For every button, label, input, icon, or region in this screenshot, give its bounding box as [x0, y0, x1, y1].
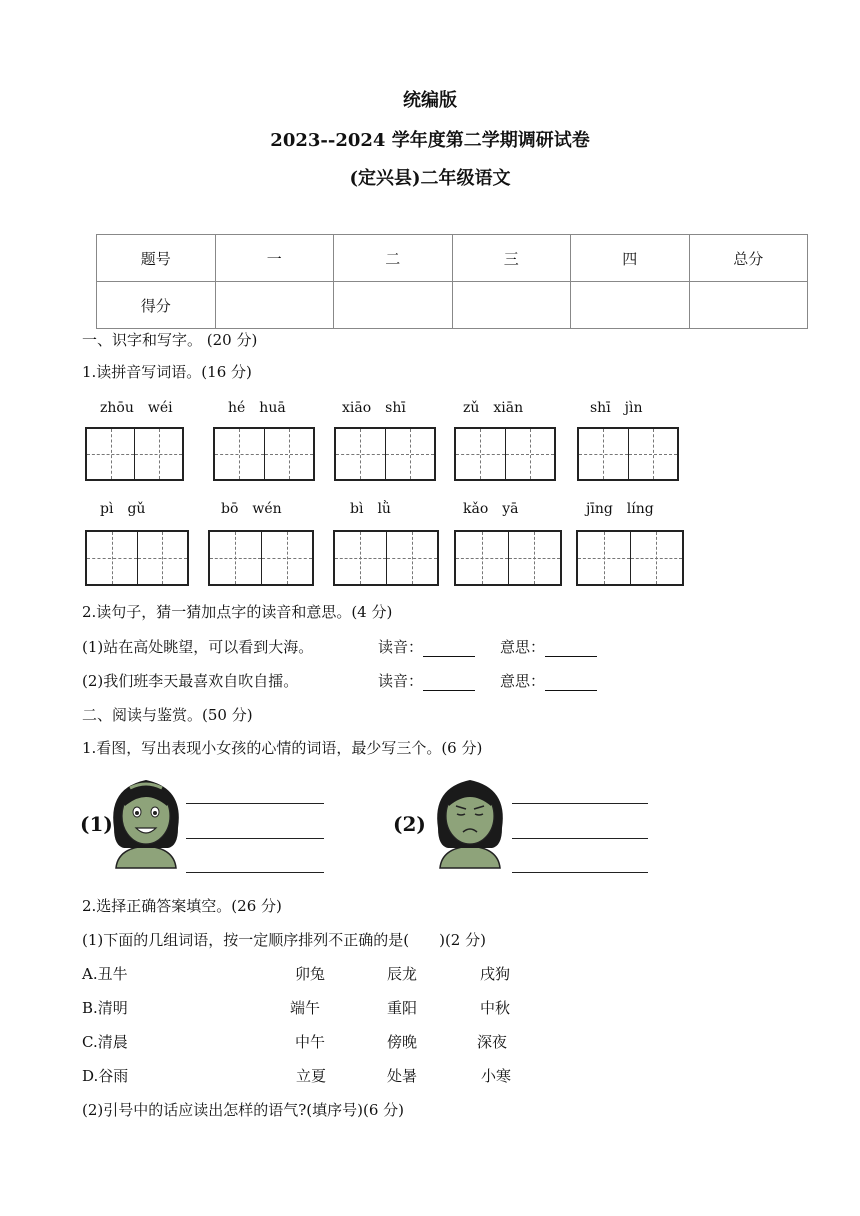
- score-input-cell[interactable]: [215, 282, 334, 329]
- option-word: 中午: [295, 1033, 326, 1051]
- sentence-2: (2)我们班李天最喜欢自吹自擂。: [82, 672, 299, 690]
- pinyin: zhōu wéi: [100, 400, 173, 416]
- answer-blank[interactable]: [423, 676, 475, 691]
- pinyin: jīng líng: [586, 501, 654, 517]
- table-cell: 一: [215, 235, 334, 282]
- sound-1: [378, 636, 475, 657]
- table-row: [97, 235, 808, 282]
- option-d[interactable]: D.谷雨: [82, 1067, 129, 1085]
- meaning-label: 意思：: [500, 672, 546, 690]
- writing-grid[interactable]: [454, 427, 556, 481]
- option-word: 小寒: [481, 1067, 512, 1085]
- option-b[interactable]: B.清明: [82, 999, 128, 1017]
- writing-grid[interactable]: [208, 530, 314, 586]
- option-word: 处暑: [387, 1067, 418, 1085]
- answer-line[interactable]: [512, 803, 648, 804]
- answer-line[interactable]: [186, 872, 324, 873]
- option-word: 重阳: [387, 999, 418, 1017]
- picture-label-2: (2): [393, 812, 426, 836]
- pinyin: pì gǔ: [100, 501, 146, 517]
- header-line-1: 统编版: [403, 90, 457, 111]
- answer-line[interactable]: [512, 872, 648, 873]
- table-cell: 得分: [97, 282, 216, 329]
- answer-line[interactable]: [186, 803, 324, 804]
- writing-grid[interactable]: [85, 530, 189, 586]
- writing-grid[interactable]: [454, 530, 562, 586]
- header-line-2: 2023--2024 学年度第二学期调研试卷: [270, 130, 590, 151]
- table-row: [97, 282, 808, 329]
- sound-2: [378, 670, 475, 691]
- s2-q2-title: 2.选择正确答案填空。(26 分): [82, 897, 282, 915]
- q2-title: 2.读句子，猜一猜加点字的读音和意思。(4 分): [82, 603, 393, 621]
- q1-title: 1.读拼音写词语。(16 分): [82, 363, 252, 381]
- happy-girl-icon: [104, 768, 188, 876]
- sound-label: 读音：: [378, 638, 424, 656]
- answer-blank[interactable]: [545, 676, 597, 691]
- pinyin: xiāo shī: [342, 400, 406, 416]
- sound-label: 读音：: [378, 672, 424, 690]
- writing-grid[interactable]: [333, 530, 439, 586]
- score-table: [96, 234, 808, 329]
- option-word: 深夜: [477, 1033, 508, 1051]
- s2-q1-title: 1.看图，写出表现小女孩的心情的词语，最少写三个。(6 分): [82, 739, 483, 757]
- option-word: 端午: [290, 999, 321, 1017]
- answer-line[interactable]: [186, 838, 324, 839]
- s2-q2-sub1: (1)下面的几组词语，按一定顺序排列不正确的是( )(2 分): [82, 931, 486, 949]
- score-input-cell[interactable]: [689, 282, 808, 329]
- writing-grid[interactable]: [577, 427, 679, 481]
- writing-grid[interactable]: [334, 427, 436, 481]
- score-input-cell[interactable]: [452, 282, 571, 329]
- section2-heading: 二、阅读与鉴赏。(50 分): [82, 706, 253, 724]
- pinyin: shī jìn: [590, 400, 643, 416]
- option-word: 中秋: [480, 999, 511, 1017]
- option-word: 立夏: [296, 1067, 327, 1085]
- writing-grid[interactable]: [85, 427, 184, 481]
- table-cell: 四: [571, 235, 690, 282]
- pinyin: bì lǜ: [350, 501, 391, 517]
- pinyin: hé huā: [228, 400, 286, 416]
- answer-blank[interactable]: [423, 642, 475, 657]
- table-cell: 题号: [97, 235, 216, 282]
- header-line-3: (定兴县)二年级语文: [349, 168, 511, 189]
- sentence-1: (1)站在高处眺望，可以看到大海。: [82, 638, 314, 656]
- pinyin: bō wén: [221, 501, 282, 517]
- option-c[interactable]: C.清晨: [82, 1033, 128, 1051]
- option-word: 戌狗: [480, 965, 511, 983]
- meaning-1: [500, 636, 597, 657]
- picture-label-1: (1): [80, 812, 113, 836]
- table-cell: 二: [334, 235, 453, 282]
- answer-line[interactable]: [512, 838, 648, 839]
- s2-q2-sub2: (2)引号中的话应读出怎样的语气?(填序号)(6 分): [82, 1101, 405, 1119]
- section1-heading: 一、识字和写字。 (20 分): [82, 331, 258, 349]
- writing-grid[interactable]: [213, 427, 315, 481]
- answer-blank[interactable]: [545, 642, 597, 657]
- meaning-2: [500, 670, 597, 691]
- table-cell: 三: [452, 235, 571, 282]
- option-a[interactable]: A.丑牛: [82, 965, 128, 983]
- sad-girl-icon: [428, 768, 512, 876]
- writing-grid[interactable]: [576, 530, 684, 586]
- pinyin: zǔ xiān: [463, 400, 524, 416]
- option-word: 卯兔: [295, 965, 326, 983]
- option-word: 傍晚: [387, 1033, 418, 1051]
- pinyin: kǎo yā: [463, 501, 519, 517]
- table-cell: 总分: [689, 235, 808, 282]
- option-word: 辰龙: [387, 965, 418, 983]
- meaning-label: 意思：: [500, 638, 546, 656]
- score-input-cell[interactable]: [334, 282, 453, 329]
- score-input-cell[interactable]: [571, 282, 690, 329]
